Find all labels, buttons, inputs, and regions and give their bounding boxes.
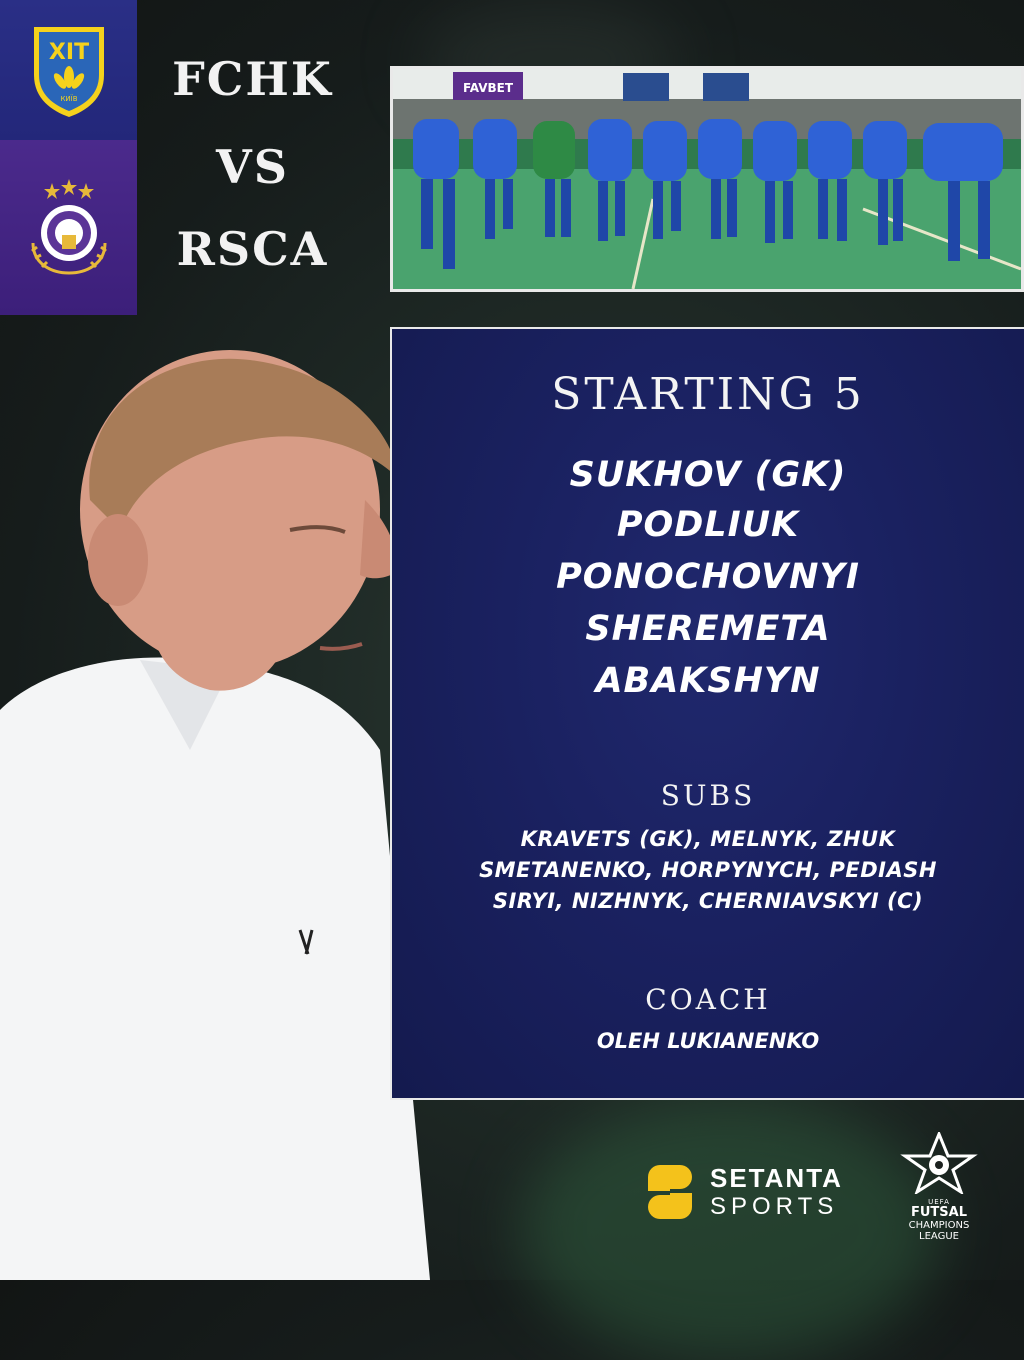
subs-heading: SUBS — [660, 779, 756, 812]
starter-1: SUKHOV (GK) — [569, 455, 847, 495]
starball-icon — [891, 1132, 987, 1194]
starter-5: ABAKSHYN — [595, 661, 821, 701]
uefa-futsal-champions-league-logo — [886, 1132, 992, 1244]
coach-name: OLEH LUKIANENKO — [596, 1029, 820, 1053]
subs-line-3: SIRYI, NIZHNYK, CHERNIAVSKYI (C) — [492, 889, 924, 913]
sports-word: SPORTS — [710, 1193, 839, 1220]
svg-text:XIT: XIT — [48, 40, 89, 65]
team-huddle-photo — [390, 66, 1024, 292]
svg-text:КИЇВ: КИЇВ — [59, 95, 78, 103]
svg-text:FAVBET: FAVBET — [462, 81, 514, 95]
coach-illustration — [0, 330, 430, 1280]
futsal-word: FUTSAL — [910, 1205, 967, 1220]
home-team-code: FCHK — [172, 52, 333, 106]
setanta-s-icon — [648, 1165, 692, 1219]
away-team-code: RSCA — [176, 222, 329, 276]
subs-line-2: SMETANENKO, HORPYNYCH, PEDIASH — [479, 858, 937, 882]
setanta-word: SETANTA — [710, 1163, 843, 1193]
home-team-logo-block — [0, 0, 137, 140]
champions-word: CHAMPIONS — [908, 1220, 970, 1231]
starter-2: PODLIUK — [616, 505, 800, 545]
starting-five-heading: STARTING 5 — [551, 369, 865, 420]
uefa-word: UEFA — [928, 1198, 950, 1206]
background-blur-green — [520, 1100, 940, 1360]
coach-heading: COACH — [645, 983, 771, 1016]
lineup-panel — [390, 327, 1024, 1100]
starter-3: PONOCHOVNYI — [556, 557, 860, 597]
team-huddle-illustration — [393, 69, 1021, 289]
coach-portrait — [0, 330, 430, 1280]
versus-text: VS — [216, 140, 289, 194]
starter-4: SHEREMETA — [585, 609, 831, 649]
chestnut-leaf-icon — [28, 21, 110, 119]
league-word: LEAGUE — [919, 1231, 959, 1242]
setanta-sports-logo — [648, 1163, 858, 1221]
subs-line-1: KRAVETS (GK), MELNYK, ZHUK — [520, 827, 896, 851]
away-team-logo-block — [0, 140, 137, 315]
anderlecht-crest-icon — [19, 173, 119, 283]
